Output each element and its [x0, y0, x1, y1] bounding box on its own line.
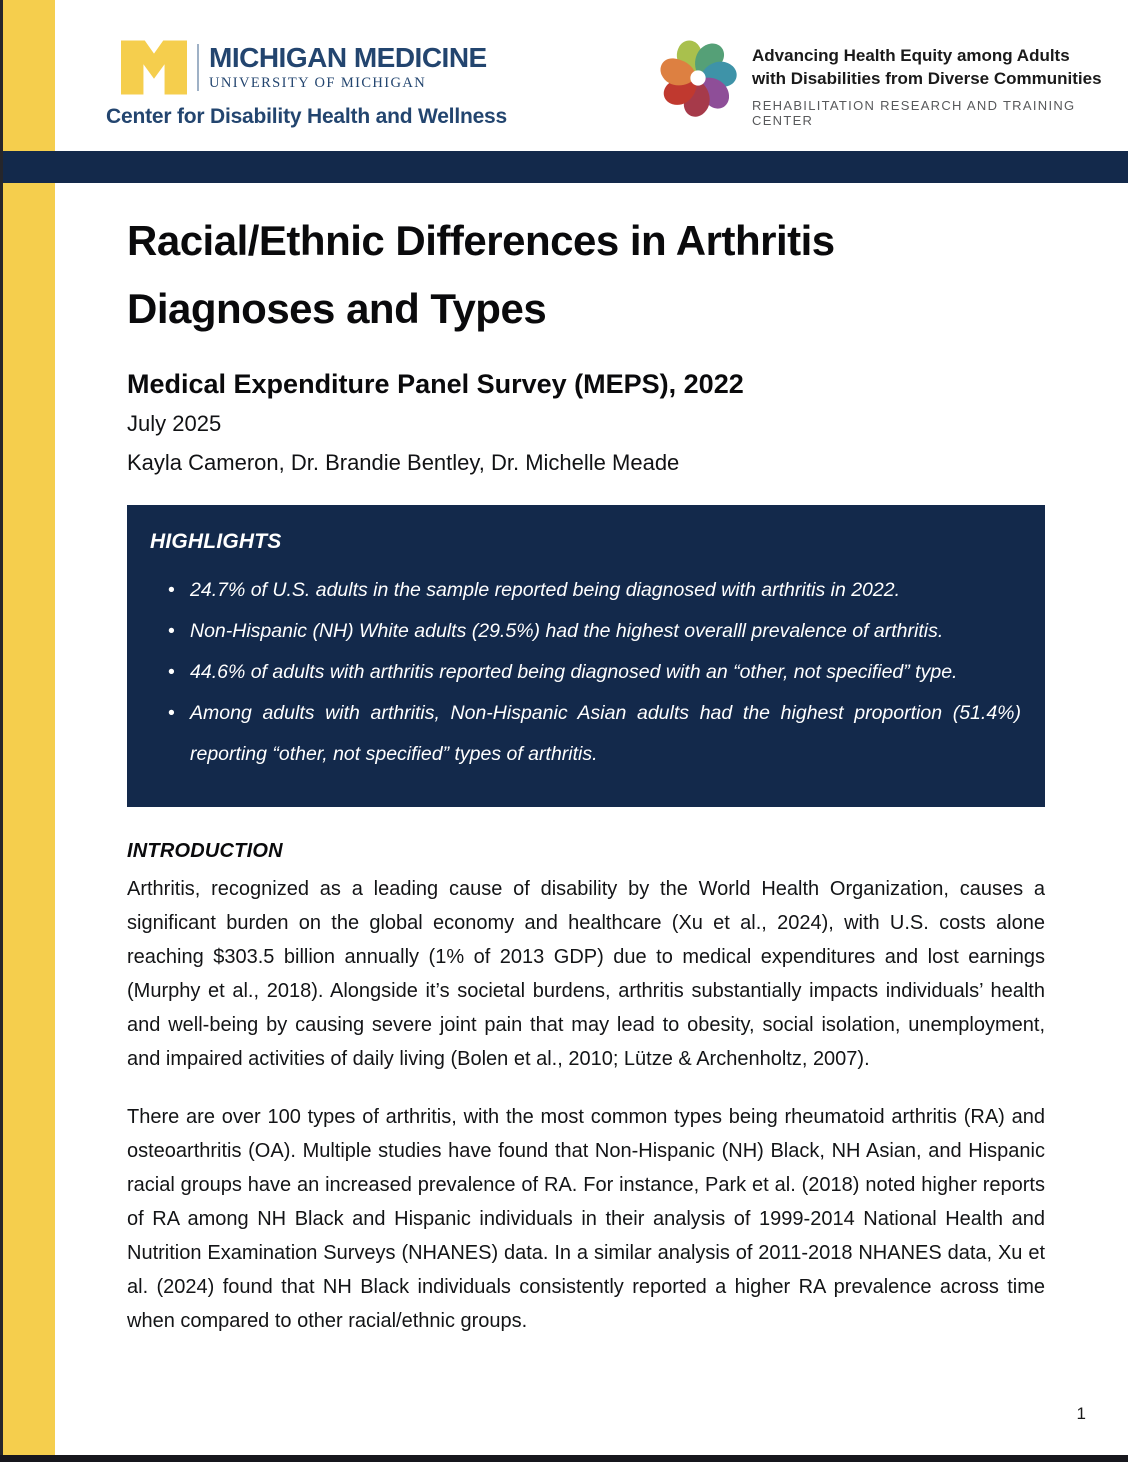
michigan-block-m-icon — [121, 40, 187, 95]
michigan-medicine-wordmark — [209, 43, 487, 92]
introduction-paragraph: Arthritis, recognized as a leading cause of disability by the World Health Organization, causes a significant burden on the global economy and healthcare (Xu et al., 2024), with U.S. costs alone reaching $303.5 billion annually (1% of 2013 GDP) due to medical expenditures and lost earnings (Murphy et al., 2018). Alongside it’s societal burdens, arthritis substantially impacts individuals’ health and well-being by causing severe joint pain that may lead to obesity, social isolation, unemployment, and impaired activities of daily living (Bolen et al., 2010; Lütze & Archenholtz, 2007). — [127, 878, 1045, 1070]
bottom-edge-bar — [0, 1455, 1128, 1462]
rrtc-title-line2: with Disabilities from Diverse Communities — [752, 69, 1102, 88]
university-of-michigan-label: UNIVERSITY OF MICHIGAN — [209, 75, 427, 91]
highlight-item: • 24.7% of U.S. adults in the sample reported being diagnosed with arthritis in 2022. — [168, 570, 1021, 611]
page-header — [0, 0, 1128, 151]
highlights-box — [127, 505, 1045, 807]
document-body — [127, 207, 1045, 1338]
rrtc-subtitle: REHABILITATION RESEARCH AND TRAINING CENTER — [752, 98, 1076, 128]
highlight-item: • 44.6% of adults with arthritis reported being diagnosed with an “other, not specified” type. — [168, 652, 1021, 693]
page-subtitle: Medical Expenditure Panel Survey (MEPS), 2022 — [127, 369, 744, 399]
michigan-medicine-label: MICHIGAN MEDICINE — [209, 42, 487, 73]
rrtc-title-line1: Advancing Health Equity among Adults — [752, 46, 1070, 65]
introduction-paragraph: There are over 100 types of arthritis, with the most common types being rheumatoid arthritis (RA) and osteoarthritis (OA). Multiple studies have found that Non-Hispanic (NH) Black, NH Asian, and Hispanic racial groups have an increased prevalence of RA. For instance, Park et al. (2018) noted higher reports of RA among NH Black and Hispanic individuals in their analysis of 1999-2014 National Health and Nutrition Examination Surveys (NHANES) data. In a similar analysis of 2011-2018 NHANES data, Xu et al. (2024) found that NH Black individuals consistently reported a higher RA prevalence across time when compared to other racial/ethnic groups. — [127, 1106, 1045, 1332]
highlights-list — [150, 570, 1021, 775]
publication-date: July 2025 — [127, 411, 222, 436]
navy-divider-bar — [0, 151, 1128, 183]
logo-divider — [197, 44, 199, 91]
highlight-item: • Non-Hispanic (NH) White adults (29.5%) had the highest overalll prevalence of arthritis. — [168, 611, 1021, 652]
maize-accent-stripe — [3, 0, 55, 1462]
highlight-item: • Among adults with arthritis, Non-Hispanic Asian adults had the highest proportion (51.4%) reporting “other, not specified” types of arthritis. — [168, 693, 1021, 775]
page-left-border — [0, 0, 3, 1462]
rrtc-title-block — [752, 44, 1128, 128]
introduction-heading: INTRODUCTION — [127, 840, 283, 862]
highlights-heading: HIGHLIGHTS — [150, 530, 282, 553]
rrtc-pinwheel-icon — [647, 27, 749, 129]
authors-line: Kayla Cameron, Dr. Brandie Bentley, Dr. Michelle Meade — [127, 450, 680, 475]
page-number: 1 — [1076, 1404, 1086, 1423]
page-title: Racial/Ethnic Differences in Arthritis Diagnoses and Types — [127, 217, 835, 332]
center-name: Center for Disability Health and Wellness — [106, 105, 508, 128]
